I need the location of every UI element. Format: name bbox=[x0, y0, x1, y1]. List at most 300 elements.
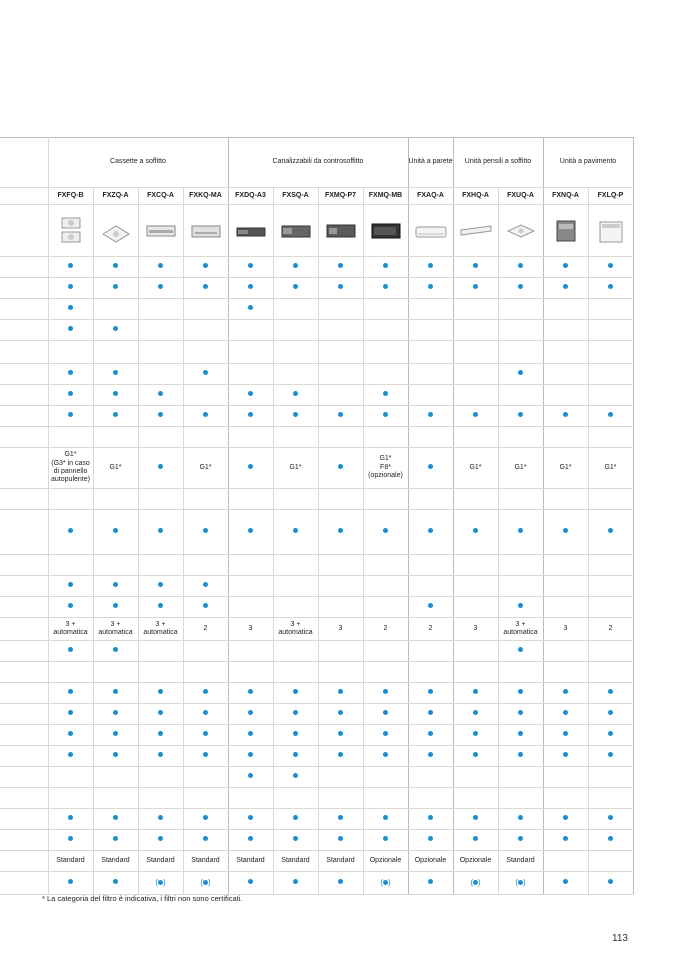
feature-dot-icon bbox=[113, 603, 118, 608]
ceiling-suspended-unit bbox=[459, 216, 493, 246]
table-cell bbox=[228, 427, 273, 448]
cell-text: G1* bbox=[604, 463, 617, 471]
feature-dot-icon bbox=[113, 647, 118, 652]
table-cell bbox=[273, 641, 318, 662]
table-cell bbox=[228, 489, 273, 510]
table-cell bbox=[363, 830, 408, 851]
cell-text: Opzionale bbox=[414, 856, 447, 864]
feature-dot-icon bbox=[203, 582, 208, 587]
table-cell bbox=[138, 427, 183, 448]
table-cell bbox=[318, 299, 363, 320]
table-cell bbox=[183, 341, 228, 364]
feature-dot-icon bbox=[293, 879, 298, 884]
cell-text: 3 + automatica bbox=[143, 620, 178, 636]
table-cell bbox=[273, 851, 318, 872]
table-cell bbox=[498, 746, 543, 767]
feature-dot-icon bbox=[203, 752, 208, 757]
feature-dot-icon bbox=[293, 263, 298, 268]
table-cell bbox=[408, 278, 453, 299]
table-cell bbox=[408, 662, 453, 683]
table-cell bbox=[48, 299, 93, 320]
feature-dot-icon bbox=[203, 412, 208, 417]
table-cell bbox=[363, 576, 408, 597]
feature-dot-icon bbox=[563, 284, 568, 289]
table-cell bbox=[453, 618, 498, 641]
table-cell bbox=[273, 809, 318, 830]
feature-dot-icon bbox=[428, 412, 433, 417]
group-header: Unità a pavimento bbox=[543, 138, 633, 188]
feature-dot-icon bbox=[518, 263, 523, 268]
feature-dot-icon bbox=[563, 731, 568, 736]
table-cell bbox=[183, 385, 228, 406]
feature-dot-icon bbox=[428, 263, 433, 268]
cell-text: Standard bbox=[236, 856, 265, 864]
two-way-cassette bbox=[144, 216, 178, 246]
table-cell bbox=[318, 872, 363, 895]
feature-dot-icon bbox=[158, 263, 163, 268]
table-cell bbox=[93, 683, 138, 704]
table-cell bbox=[543, 767, 588, 788]
feature-dot-icon bbox=[113, 528, 118, 533]
feature-dot-icon bbox=[158, 710, 163, 715]
table-cell bbox=[498, 555, 543, 576]
table-cell bbox=[93, 278, 138, 299]
table-cell bbox=[93, 364, 138, 385]
feature-dot-icon bbox=[293, 836, 298, 841]
table-cell bbox=[498, 641, 543, 662]
feature-dot-icon bbox=[428, 464, 433, 469]
table-cell bbox=[93, 641, 138, 662]
row-label-cell bbox=[0, 299, 48, 320]
feature-dot-icon bbox=[473, 710, 478, 715]
table-cell bbox=[93, 872, 138, 895]
table-cell bbox=[183, 662, 228, 683]
floor-standing-unit bbox=[594, 216, 628, 246]
table-cell bbox=[183, 576, 228, 597]
row-label-cell bbox=[0, 704, 48, 725]
table-cell bbox=[363, 320, 408, 341]
table-cell bbox=[48, 364, 93, 385]
table-cell bbox=[318, 510, 363, 555]
table-cell bbox=[318, 341, 363, 364]
feature-dot-icon bbox=[383, 528, 388, 533]
table-cell bbox=[588, 364, 633, 385]
table-cell bbox=[183, 851, 228, 872]
feature-dot-icon bbox=[68, 647, 73, 652]
feature-dot-icon bbox=[383, 752, 388, 757]
feature-dot-icon bbox=[338, 263, 343, 268]
cell-text: G1* bbox=[289, 463, 302, 471]
table-cell bbox=[453, 385, 498, 406]
table-cell: ( ) bbox=[138, 872, 183, 895]
table-cell bbox=[453, 427, 498, 448]
table-cell bbox=[498, 597, 543, 618]
row-label-cell bbox=[0, 576, 48, 597]
table-cell bbox=[588, 788, 633, 809]
row-label-cell bbox=[0, 618, 48, 641]
table-cell bbox=[318, 851, 363, 872]
table-cell bbox=[93, 618, 138, 641]
table-cell bbox=[48, 385, 93, 406]
feature-dot-icon bbox=[518, 815, 523, 820]
product-image-cell bbox=[228, 205, 273, 257]
table-cell bbox=[93, 788, 138, 809]
feature-dot-icon bbox=[68, 603, 73, 608]
table-cell bbox=[498, 278, 543, 299]
table-cell bbox=[588, 872, 633, 895]
feature-dot-icon bbox=[518, 710, 523, 715]
feature-dot-icon bbox=[473, 284, 478, 289]
table-cell bbox=[48, 809, 93, 830]
table-cell bbox=[228, 767, 273, 788]
feature-dot-icon bbox=[293, 815, 298, 820]
table-cell bbox=[453, 788, 498, 809]
table-cell bbox=[273, 597, 318, 618]
table-cell bbox=[408, 618, 453, 641]
feature-dot-icon bbox=[518, 731, 523, 736]
feature-dot-icon bbox=[383, 263, 388, 268]
feature-dot-icon bbox=[248, 879, 253, 884]
feature-dot-icon bbox=[293, 731, 298, 736]
feature-dot-icon bbox=[293, 773, 298, 778]
table-cell bbox=[363, 641, 408, 662]
table-cell bbox=[408, 809, 453, 830]
table-cell bbox=[588, 489, 633, 510]
feature-dot-icon bbox=[158, 836, 163, 841]
model-header: FXCQ-A bbox=[138, 188, 183, 205]
table-cell bbox=[228, 257, 273, 278]
feature-dot-icon bbox=[608, 412, 613, 417]
row-label-cell bbox=[0, 427, 48, 448]
table-cell bbox=[183, 364, 228, 385]
table-cell bbox=[318, 704, 363, 725]
table-cell bbox=[93, 427, 138, 448]
feature-dot-icon bbox=[113, 412, 118, 417]
table-cell bbox=[498, 683, 543, 704]
table-cell bbox=[318, 257, 363, 278]
table-cell bbox=[93, 385, 138, 406]
feature-dot-icon bbox=[338, 815, 343, 820]
feature-dot-icon bbox=[248, 710, 253, 715]
table-cell bbox=[363, 618, 408, 641]
group-header: Unità a parete bbox=[408, 138, 453, 188]
table-cell bbox=[363, 597, 408, 618]
feature-dot-icon bbox=[158, 528, 163, 533]
table-cell bbox=[48, 427, 93, 448]
feature-dot-icon bbox=[158, 464, 163, 469]
cell-text: 2 bbox=[608, 624, 613, 632]
table-cell bbox=[183, 448, 228, 489]
feature-dot-icon bbox=[113, 710, 118, 715]
feature-dot-icon bbox=[293, 710, 298, 715]
row-label-cell bbox=[0, 489, 48, 510]
feature-dot-icon bbox=[68, 412, 73, 417]
table-cell bbox=[588, 725, 633, 746]
table-cell bbox=[408, 385, 453, 406]
table-cell bbox=[408, 364, 453, 385]
row-label-cell bbox=[0, 138, 48, 188]
feature-dot-icon bbox=[203, 815, 208, 820]
table-cell bbox=[498, 510, 543, 555]
feature-dot-icon bbox=[338, 284, 343, 289]
feature-dot-icon bbox=[248, 528, 253, 533]
table-cell bbox=[48, 618, 93, 641]
table-cell bbox=[588, 851, 633, 872]
table-cell bbox=[408, 704, 453, 725]
feature-dot-icon bbox=[248, 836, 253, 841]
table-cell: ( ) bbox=[453, 872, 498, 895]
table-cell bbox=[228, 597, 273, 618]
table-cell bbox=[93, 510, 138, 555]
table-cell bbox=[543, 725, 588, 746]
feature-dot-icon bbox=[563, 815, 568, 820]
table-cell bbox=[363, 385, 408, 406]
group-header: Cassette a soffitto bbox=[48, 138, 228, 188]
table-cell bbox=[138, 448, 183, 489]
feature-dot-icon bbox=[383, 412, 388, 417]
table-cell bbox=[318, 364, 363, 385]
table-cell bbox=[183, 427, 228, 448]
table-cell bbox=[408, 406, 453, 427]
table-cell bbox=[498, 767, 543, 788]
table-cell bbox=[453, 555, 498, 576]
table-cell bbox=[498, 809, 543, 830]
table-cell bbox=[363, 809, 408, 830]
table-cell bbox=[93, 830, 138, 851]
model-header: FXZQ-A bbox=[93, 188, 138, 205]
row-label-cell bbox=[0, 767, 48, 788]
table-cell bbox=[273, 341, 318, 364]
table-cell bbox=[273, 662, 318, 683]
cell-text: 2 bbox=[428, 624, 433, 632]
table-cell bbox=[543, 576, 588, 597]
feature-dot-icon bbox=[608, 879, 613, 884]
feature-dot-icon bbox=[428, 815, 433, 820]
table-cell bbox=[588, 555, 633, 576]
model-header: FXNQ-A bbox=[543, 188, 588, 205]
table-cell bbox=[318, 662, 363, 683]
table-cell bbox=[543, 851, 588, 872]
table-cell: ( ) bbox=[363, 872, 408, 895]
row-label-cell bbox=[0, 188, 48, 205]
cell-text: Standard bbox=[191, 856, 220, 864]
cell-text: 3 + automatica bbox=[503, 620, 538, 636]
feature-dot-icon bbox=[563, 689, 568, 694]
table-cell bbox=[48, 489, 93, 510]
table-cell bbox=[318, 788, 363, 809]
row-label-cell bbox=[0, 830, 48, 851]
table-cell bbox=[48, 830, 93, 851]
table-cell bbox=[138, 320, 183, 341]
row-label-cell bbox=[0, 872, 48, 895]
row-label-cell bbox=[0, 364, 48, 385]
feature-dot-icon bbox=[518, 284, 523, 289]
table-cell bbox=[138, 278, 183, 299]
table-cell bbox=[138, 641, 183, 662]
feature-dot-icon bbox=[428, 528, 433, 533]
table-cell bbox=[453, 510, 498, 555]
feature-dot-icon bbox=[338, 731, 343, 736]
table-cell bbox=[228, 683, 273, 704]
table-cell bbox=[48, 278, 93, 299]
table-cell bbox=[588, 618, 633, 641]
cell-text: 2 bbox=[383, 624, 388, 632]
feature-dot-icon bbox=[248, 731, 253, 736]
feature-dot-icon bbox=[428, 603, 433, 608]
cell-text: G1* bbox=[469, 463, 482, 471]
feature-dot-icon bbox=[563, 879, 568, 884]
table-cell bbox=[543, 662, 588, 683]
row-label-cell bbox=[0, 406, 48, 427]
table-cell bbox=[543, 618, 588, 641]
table-cell bbox=[318, 830, 363, 851]
feature-dot-icon bbox=[113, 879, 118, 884]
feature-dot-icon bbox=[158, 731, 163, 736]
table-cell bbox=[48, 341, 93, 364]
table-cell bbox=[543, 809, 588, 830]
product-image-cell bbox=[48, 205, 93, 257]
table-cell bbox=[588, 385, 633, 406]
table-cell bbox=[588, 320, 633, 341]
table-cell bbox=[93, 448, 138, 489]
table-cell bbox=[318, 278, 363, 299]
table-cell bbox=[588, 662, 633, 683]
table-cell bbox=[183, 278, 228, 299]
feature-dot-icon bbox=[158, 582, 163, 587]
feature-dot-icon bbox=[158, 284, 163, 289]
table-cell: ( ) bbox=[183, 872, 228, 895]
feature-dot-icon bbox=[68, 326, 73, 331]
table-cell bbox=[363, 725, 408, 746]
table-cell bbox=[138, 683, 183, 704]
table-cell bbox=[363, 767, 408, 788]
row-label-cell bbox=[0, 662, 48, 683]
footnote: * La categoria del filtro è indicativa, i filtri non sono certificati. bbox=[42, 894, 243, 903]
cell-text: Opzionale bbox=[459, 856, 492, 864]
table-cell bbox=[183, 746, 228, 767]
model-header: FXSQ-A bbox=[273, 188, 318, 205]
table-cell bbox=[543, 746, 588, 767]
feature-dot-icon bbox=[518, 603, 523, 608]
feature-dot-icon bbox=[113, 284, 118, 289]
table-cell bbox=[273, 299, 318, 320]
table-cell bbox=[588, 278, 633, 299]
feature-dot-icon bbox=[203, 689, 208, 694]
feature-dot-icon bbox=[203, 710, 208, 715]
feature-dot-icon bbox=[203, 284, 208, 289]
table-cell bbox=[543, 406, 588, 427]
table-cell bbox=[228, 746, 273, 767]
feature-dot-icon bbox=[473, 836, 478, 841]
table-cell bbox=[48, 597, 93, 618]
model-header: FXLQ-P bbox=[588, 188, 633, 205]
duct-unit bbox=[279, 216, 313, 246]
table-cell bbox=[138, 767, 183, 788]
table-cell bbox=[408, 746, 453, 767]
feature-dot-icon bbox=[293, 391, 298, 396]
table-cell: ( ) bbox=[498, 872, 543, 895]
row-label-cell bbox=[0, 725, 48, 746]
table-cell bbox=[453, 278, 498, 299]
cell-text: G1* bbox=[199, 463, 212, 471]
table-cell bbox=[228, 809, 273, 830]
table-cell bbox=[48, 510, 93, 555]
feature-dot-icon bbox=[68, 582, 73, 587]
table-cell bbox=[543, 704, 588, 725]
feature-dot-icon bbox=[293, 752, 298, 757]
row-label-cell bbox=[0, 851, 48, 872]
table-cell bbox=[498, 406, 543, 427]
feature-dot-icon bbox=[383, 836, 388, 841]
feature-dot-icon bbox=[428, 710, 433, 715]
table-cell bbox=[363, 278, 408, 299]
row-label-cell bbox=[0, 320, 48, 341]
table-cell bbox=[183, 788, 228, 809]
feature-dot-icon bbox=[608, 731, 613, 736]
table-cell bbox=[273, 320, 318, 341]
feature-dot-icon bbox=[293, 689, 298, 694]
table-cell bbox=[273, 278, 318, 299]
table-cell bbox=[588, 809, 633, 830]
feature-dot-icon bbox=[338, 710, 343, 715]
table-cell bbox=[48, 767, 93, 788]
table-cell bbox=[273, 385, 318, 406]
product-image-cell bbox=[363, 205, 408, 257]
table-cell bbox=[543, 555, 588, 576]
feature-dot-icon bbox=[68, 689, 73, 694]
table-cell bbox=[138, 704, 183, 725]
feature-dot-icon bbox=[473, 752, 478, 757]
table-cell bbox=[93, 809, 138, 830]
feature-dot-icon bbox=[608, 710, 613, 715]
table-cell bbox=[138, 597, 183, 618]
table-cell bbox=[273, 364, 318, 385]
table-cell bbox=[93, 746, 138, 767]
table-cell bbox=[543, 278, 588, 299]
table-cell bbox=[588, 767, 633, 788]
feature-dot-icon bbox=[428, 689, 433, 694]
product-image-cell bbox=[273, 205, 318, 257]
concealed-floor-unit bbox=[549, 216, 583, 246]
table-cell bbox=[273, 830, 318, 851]
table-cell bbox=[408, 872, 453, 895]
feature-dot-icon bbox=[203, 528, 208, 533]
table-cell bbox=[183, 406, 228, 427]
table-cell bbox=[543, 872, 588, 895]
feature-dot-icon bbox=[248, 815, 253, 820]
feature-dot-icon bbox=[518, 412, 523, 417]
table-cell bbox=[93, 597, 138, 618]
feature-dot-icon bbox=[248, 689, 253, 694]
cell-text: 3 bbox=[338, 624, 343, 632]
feature-dot-icon bbox=[473, 731, 478, 736]
feature-dot-icon bbox=[68, 263, 73, 268]
table-cell bbox=[498, 489, 543, 510]
feature-dot-icon bbox=[68, 284, 73, 289]
feature-dot-icon bbox=[608, 284, 613, 289]
table-cell bbox=[228, 555, 273, 576]
corner-cassette bbox=[189, 216, 223, 246]
table-cell bbox=[273, 746, 318, 767]
table-cell bbox=[363, 406, 408, 427]
cell-text: 3 bbox=[473, 624, 478, 632]
table-cell bbox=[588, 683, 633, 704]
feature-dot-icon bbox=[473, 689, 478, 694]
table-cell bbox=[543, 683, 588, 704]
table-cell bbox=[318, 406, 363, 427]
table-cell bbox=[408, 299, 453, 320]
feature-dot-icon bbox=[248, 752, 253, 757]
